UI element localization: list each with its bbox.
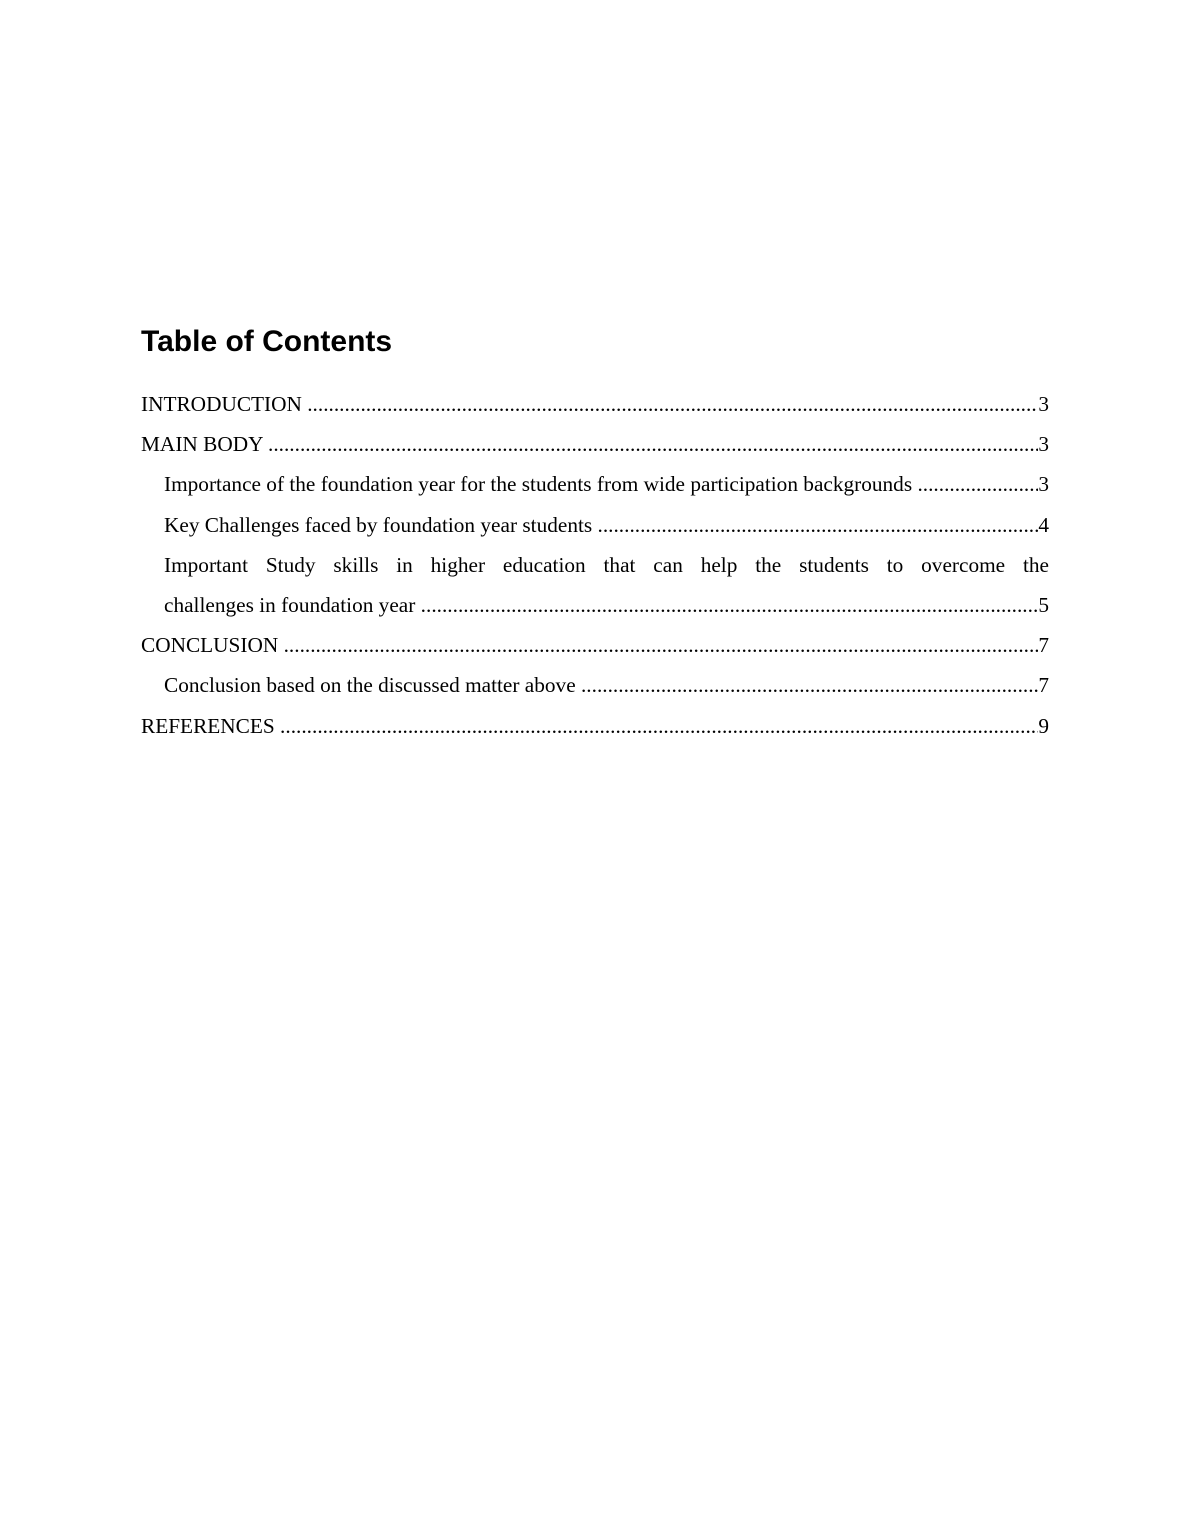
toc-entry-text-line1: Important Study skills in higher education that can help the students to overcome the <box>164 552 1049 577</box>
toc-entry-text: CONCLUSION ..... <box>141 633 1049 657</box>
toc-entry-text: MAIN BODY ..... <box>141 432 1049 456</box>
toc-list <box>141 384 1049 746</box>
toc-entry-main-body[interactable] <box>141 424 1049 464</box>
toc-entry-page: 9 <box>1038 706 1049 746</box>
toc-entry-text: Importance of the foundation year for the students from wide participation backgrounds ..... <box>164 472 1049 496</box>
toc-entry-conclusion[interactable] <box>141 625 1049 665</box>
toc-entry-page: 3 <box>1038 384 1049 424</box>
toc-entry-study-skills[interactable] <box>141 545 1049 625</box>
toc-entry-text-line2-row <box>164 585 1049 625</box>
toc-entry-text: INTRODUCTION ..... <box>141 392 1049 416</box>
toc-entry-references[interactable] <box>141 706 1049 746</box>
toc-entry-introduction[interactable] <box>141 384 1049 424</box>
toc-entry-page: 3 <box>1038 464 1049 504</box>
toc-entry-text: REFERENCES ..... <box>141 714 1049 738</box>
toc-entry-page: 5 <box>1038 585 1049 625</box>
toc-entry-page: 7 <box>1038 625 1049 665</box>
toc-entry-page: 3 <box>1038 424 1049 464</box>
toc-entry-text: Key Challenges faced by foundation year students ..... <box>164 513 1049 537</box>
toc-entry-text: Conclusion based on the discussed matter above ..... <box>164 673 1049 697</box>
toc-entry-page: 7 <box>1038 665 1049 705</box>
toc-title: Table of Contents <box>141 325 393 358</box>
toc-entry-importance-foundation-year[interactable] <box>141 464 1049 504</box>
toc-entry-text-line2: challenges in foundation year ..... <box>164 593 1049 617</box>
toc-entry-page: 4 <box>1038 505 1049 545</box>
toc-entry-conclusion-discussed[interactable] <box>141 665 1049 705</box>
toc-entry-key-challenges[interactable] <box>141 505 1049 545</box>
